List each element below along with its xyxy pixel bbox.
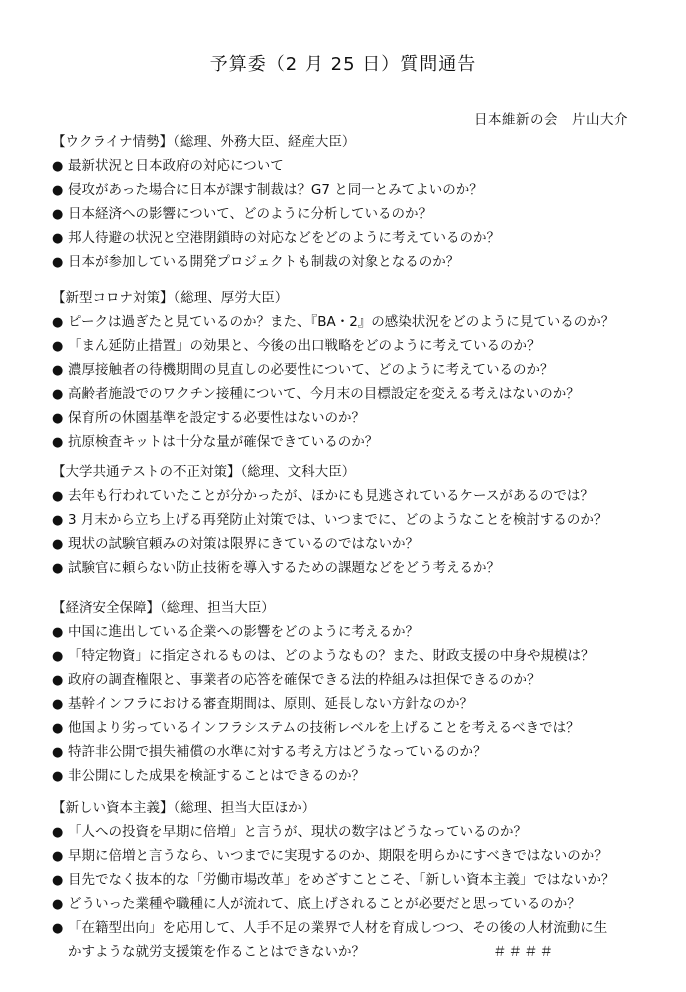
- list-item: ● 去年も行われていたことが分かったが、ほかにも見逃されているケースがあるのでは？: [52, 484, 652, 508]
- section-covid: [52, 286, 652, 454]
- bullet-icon: ●: [52, 921, 64, 936]
- document-author: 日本維新の会 片山大介: [474, 112, 628, 128]
- list-item: ● 日本が参加している開発プロジェクトも制裁の対象となるのか？: [52, 250, 652, 274]
- bullet-icon: ●: [52, 769, 64, 784]
- bullet-icon: ●: [52, 697, 64, 712]
- bullet-icon: ●: [52, 387, 64, 402]
- list-item: ● 日本経済への影響について、どのように分析しているのか？: [52, 202, 652, 226]
- list-item: ● 試験官に頼らない防止技術を導入するための課題などをどう考えるか？: [52, 556, 652, 580]
- list-item: ● 侵攻があった場合に日本が課す制裁は？G7 と同一とみてよいのか？: [52, 178, 652, 202]
- list-item: ● 「人への投資を早期に倍増」と言うが、現状の数字はどうなっているのか？: [52, 820, 652, 844]
- list-item: ● 邦人待避の状況と空港閉鎖時の対応などをどのように考えているのか？: [52, 226, 652, 250]
- list-item: ● 現状の試験官頼みの対策は限界にきているのではないか？: [52, 532, 652, 556]
- list-item: ● 中国に進出している企業への影響をどのように考えるか？: [52, 620, 652, 644]
- list-item: ● ピークは過ぎたと見ているのか？また、『BA・2』の感染状況をどのように見ているのか？: [52, 310, 652, 334]
- bullet-icon: ●: [52, 435, 64, 450]
- bullet-icon: ●: [52, 649, 64, 664]
- list-item: ● 非公開にした成果を検証することはできるのか？: [52, 764, 652, 788]
- list-item: ● 政府の調査権限と、事業者の応答を確保できる法的枠組みは担保できるのか？: [52, 668, 652, 692]
- list-item: ● 基幹インフラにおける審査期間は、原則、延長しない方針なのか？: [52, 692, 652, 716]
- section-new-capitalism: [52, 796, 652, 964]
- list-item: ● 高齢者施設でのワクチン接種について、今月末の目標設定を変える考えはないのか？: [52, 382, 652, 406]
- section-heading: 【新型コロナ対策】（総理、厚労大臣）: [52, 290, 289, 306]
- bullet-icon: ●: [52, 625, 64, 640]
- bullet-icon: ●: [52, 673, 64, 688]
- list-item: ● 「特定物資」に指定されるものは、どのようなもの？また、財政支援の中身や規模は？: [52, 644, 652, 668]
- bullet-icon: ●: [52, 255, 64, 270]
- list-item: ● 「まん延防止措置」の効果と、今後の出口戦略をどのように考えているのか？: [52, 334, 652, 358]
- list-item: ● 特許非公開で損失補償の水準に対する考え方はどうなっているのか？: [52, 740, 652, 764]
- bullet-icon: ●: [52, 873, 64, 888]
- bullet-icon: ●: [52, 315, 64, 330]
- list-item-multiline: ● 「在籍型出向」を応用して、人手不足の業界で人材を育成しつつ、その後の人材流動に生: [52, 916, 652, 940]
- list-item: ● 3 月末から立ち上げる再発防止対策では、いつまでに、どのようなことを検討するのか？: [52, 508, 652, 532]
- list-item: ● 目先でなく抜本的な「労働市場改革」をめざすことこそ、「新しい資本主義」ではないか？: [52, 868, 652, 892]
- end-marks: ＃＃＃＃: [493, 944, 555, 960]
- bullet-icon: ●: [52, 561, 64, 576]
- bullet-icon: ●: [52, 825, 64, 840]
- bullet-icon: ●: [52, 159, 64, 174]
- bullet-icon: ●: [52, 537, 64, 552]
- bullet-icon: ●: [52, 897, 64, 912]
- bullet-icon: ●: [52, 339, 64, 354]
- bullet-icon: ●: [52, 721, 64, 736]
- section-ukraine: [52, 130, 652, 274]
- bullet-icon: ●: [52, 513, 64, 528]
- list-item: ● 早期に倍増と言うなら、いつまでに実現するのか、期限を明らかにすべきではないのか？: [52, 844, 652, 868]
- section-heading: 【ウクライナ情勢】（総理、外務大臣、経産大臣）: [52, 134, 356, 150]
- bullet-icon: ●: [52, 411, 64, 426]
- bullet-icon: ●: [52, 207, 64, 222]
- section-heading: 【経済安全保障】（総理、担当大臣）: [52, 600, 275, 616]
- list-item: ● 最新状況と日本政府の対応について: [52, 154, 652, 178]
- list-item: ● 保育所の休園基準を設定する必要性はないのか？: [52, 406, 652, 430]
- section-heading: 【大学共通テストの不正対策】（総理、文科大臣）: [52, 464, 356, 480]
- list-item: ● 他国より劣っているインフラシステムの技術レベルを上げることを考えるべきでは？: [52, 716, 652, 740]
- list-item: ● 濃厚接触者の待機期間の見直しの必要性について、どのように考えているのか？: [52, 358, 652, 382]
- bullet-icon: ●: [52, 489, 64, 504]
- bullet-icon: ●: [52, 183, 64, 198]
- bullet-icon: ●: [52, 363, 64, 378]
- section-heading: 【新しい資本主義】（総理、担当大臣ほか）: [52, 800, 316, 816]
- section-economic-security: [52, 596, 652, 788]
- list-item-continuation: かすような就労支援策を作ることはできないか？ ＃＃＃＃: [52, 940, 652, 964]
- section-exam-fraud: [52, 460, 652, 580]
- list-item: ● 抗原検査キットは十分な量が確保できているのか？: [52, 430, 652, 454]
- list-item: ● どういった業種や職種に人が流れて、底上げされることが必要だと思っているのか？: [52, 892, 652, 916]
- bullet-icon: ●: [52, 231, 64, 246]
- bullet-icon: ●: [52, 745, 64, 760]
- bullet-icon: ●: [52, 849, 64, 864]
- document-title: 予算委（2 月 25 日）質問通告: [209, 54, 477, 75]
